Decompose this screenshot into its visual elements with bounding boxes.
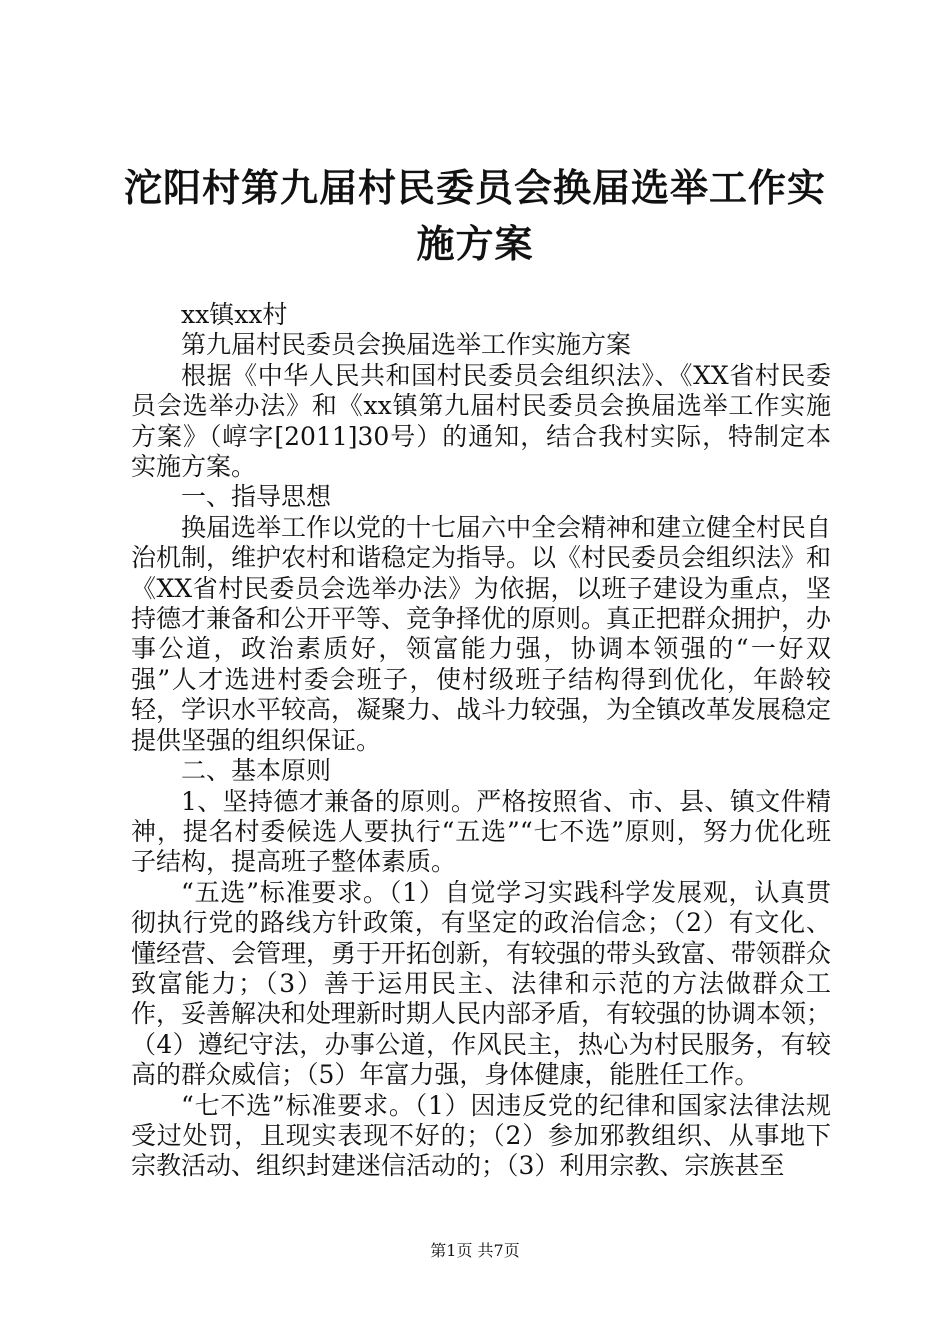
document-title: 沱阳村第九届村民委员会换届选举工作实施方案 [123,165,826,266]
paragraph-principle-1: 1、坚持德才兼备的原则。严格按照省、市、县、镇文件精神，提名村委候选人要执行“五选”“七不选”原则，努力优化班子结构，提高班子整体素质。 [131,786,831,877]
paragraph-subtitle: 第九届村民委员会换届选举工作实施方案 [181,330,632,360]
paragraph-basis: 根据《中华人民共和国村民委员会组织法》、《XX省村民委员会选举办法》和《xx镇第九届村民委员会换届选举工作实施方案》（崞字[2011]30号）的通知，结合我村实际，特制定本实施方案。 [131,360,831,482]
paragraph-seven-exclusions: “七不选”标准要求。（1）因违反党的纪律和国家法律法规受过处罚，且现实表现不好的；（2）参加邪教组织、从事地下宗教活动、组织封建迷信活动的；（3）利用宗教、宗族甚至 [131,1090,831,1181]
paragraph-village-name: xx镇xx村 [181,300,288,329]
paragraph-guiding-ideology: 换届选举工作以党的十七届六中全会精神和建立健全村民自治机制，维护农村和谐稳定为指导。以《村民委员会组织法》和《XX省村民委员会选举办法》为依据，以班子建设为重点，坚持德才兼备和公开平等、竞争择优的原则。真正把群众拥护，办事公道，政治素质好，领富能力强，协调本领强的“一好双强”人才选进村委会班子，使村级班子结构得到优化，年龄较轻，学识水平较高，凝聚力、战斗力较强，为全镇改革发展稳定提供坚强的组织保证。 [131,512,832,755]
section-heading-basic-principles: 二、基本原则 [181,756,332,786]
section-heading-guiding-ideology: 一、指导思想 [181,482,332,512]
page-number-footer: 第1页 共7页 [430,1241,520,1260]
document-body [131,300,831,1182]
paragraph-five-selections: “五选”标准要求。（1）自觉学习实践科学发展观，认真贯彻执行党的路线方针政策，有坚定的政治信念；（2）有文化、懂经营、会管理，勇于开拓创新，有较强的带头致富、带领群众致富能力；（3）善于运用民主、法律和示范的方法做群众工作，妥善解决和处理新时期人民内部矛盾，有较强的协调本领；（4）遵纪守法，办事公道，作风民主，热心为村民服务，有较高的群众威信；（5）年富力强，身体健康，能胜任工作。 [131,877,832,1090]
